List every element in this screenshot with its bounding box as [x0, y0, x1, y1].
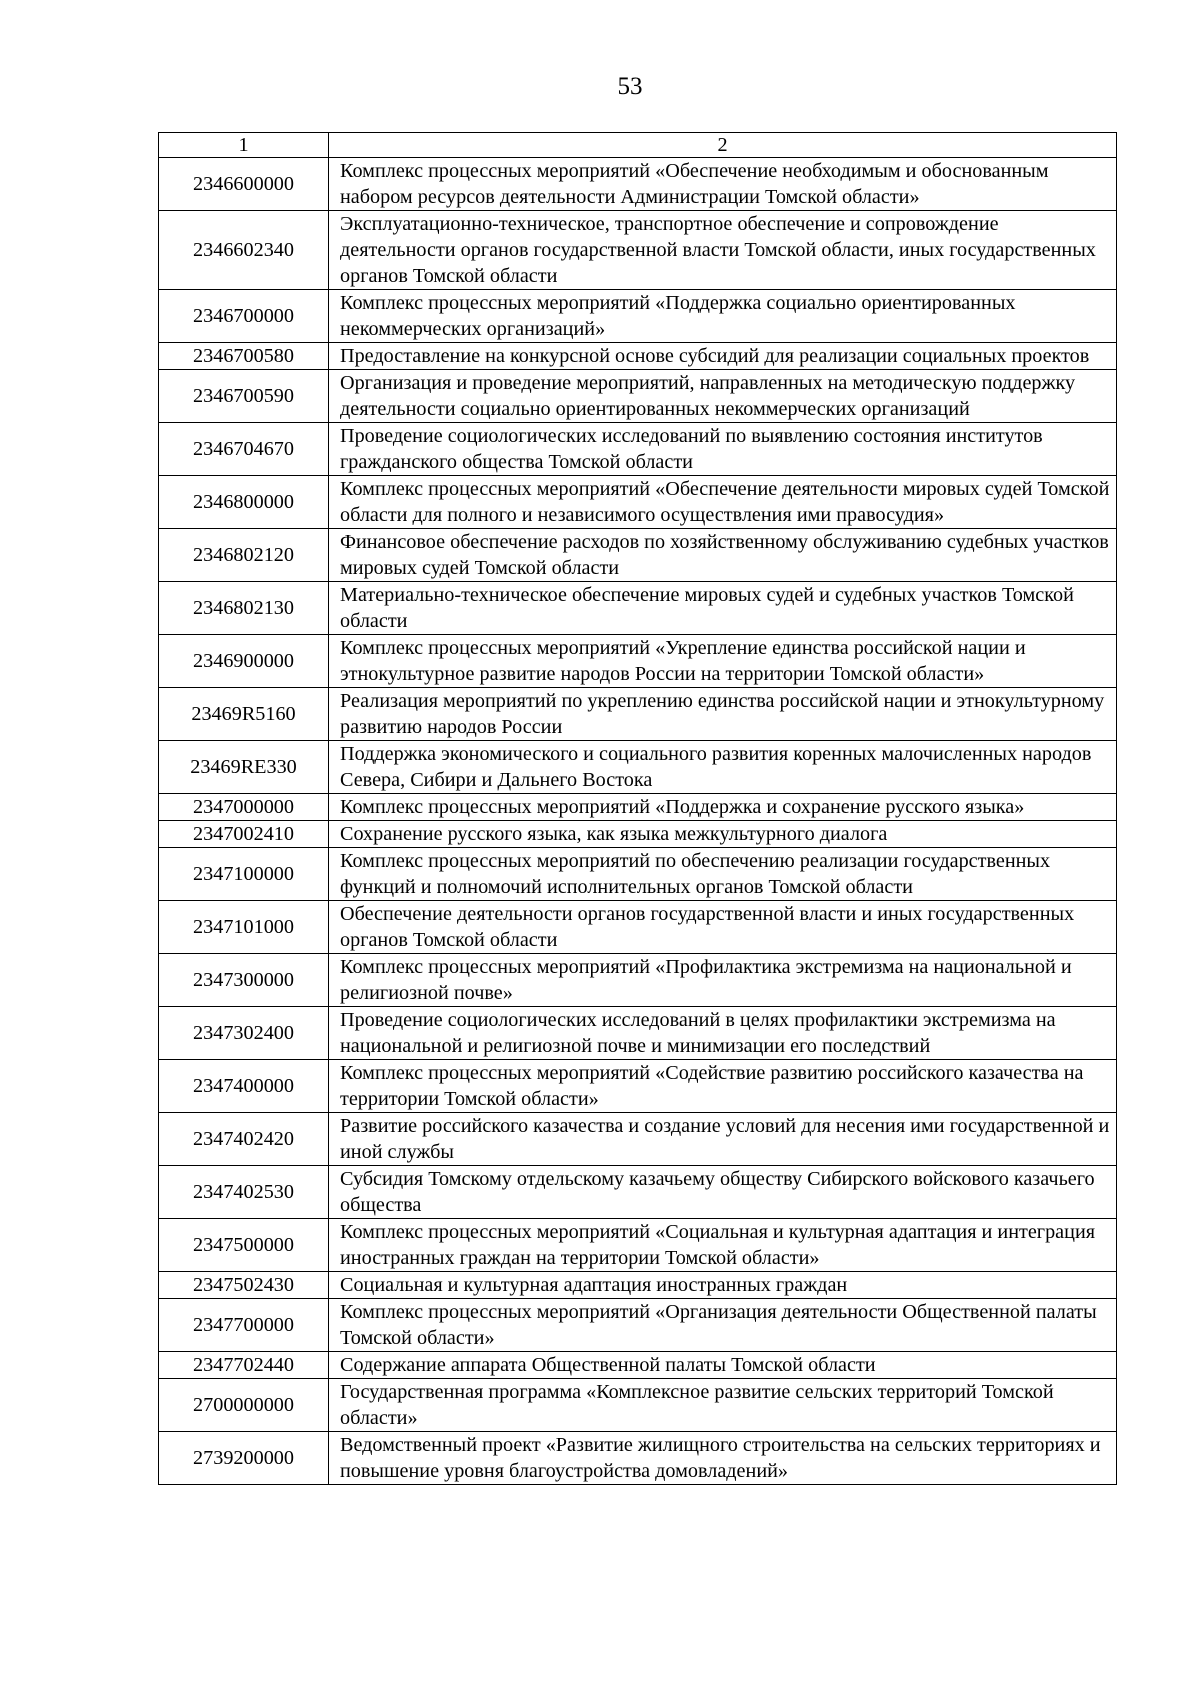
description-cell: Комплекс процессных мероприятий «Обеспечение деятельности мировых судей Томской области для полного и независимого осуществления ими правосудия» [329, 476, 1117, 529]
description-cell: Проведение социологических исследований по выявлению состояния институтов гражданского общества Томской области [329, 423, 1117, 476]
description-cell: Комплекс процессных мероприятий «Укрепление единства российской нации и этнокультурное развитие народов России на территории Томской области» [329, 635, 1117, 688]
code-cell: 2347101000 [159, 901, 329, 954]
table-row [159, 1166, 1117, 1219]
header-col-1: 1 [159, 133, 329, 158]
code-cell: 2347302400 [159, 1007, 329, 1060]
description-cell: Организация и проведение мероприятий, направленных на методическую поддержку деятельности социально ориентированных некоммерческих организаций [329, 370, 1117, 423]
table-row [159, 1007, 1117, 1060]
description-cell: Комплекс процессных мероприятий «Профилактика экстремизма на национальной и религиозной почве» [329, 954, 1117, 1007]
code-cell: 2347500000 [159, 1219, 329, 1272]
code-cell: 2346704670 [159, 423, 329, 476]
table-row [159, 370, 1117, 423]
description-cell: Обеспечение деятельности органов государственной власти и иных государственных органов Томской области [329, 901, 1117, 954]
description-cell: Комплекс процессных мероприятий «Организация деятельности Общественной палаты Томской области» [329, 1299, 1117, 1352]
table-row [159, 582, 1117, 635]
description-cell: Проведение социологических исследований в целях профилактики экстремизма на национальной и религиозной почве и минимизации его последствий [329, 1007, 1117, 1060]
description-cell: Финансовое обеспечение расходов по хозяйственному обслуживанию судебных участков мировых судей Томской области [329, 529, 1117, 582]
description-cell: Комплекс процессных мероприятий «Поддержка социально ориентированных некоммерческих организаций» [329, 290, 1117, 343]
table-row [159, 158, 1117, 211]
description-cell: Комплекс процессных мероприятий «Поддержка и сохранение русского языка» [329, 794, 1117, 821]
table-row [159, 1060, 1117, 1113]
code-cell: 2346602340 [159, 211, 329, 290]
table-row [159, 1219, 1117, 1272]
table-row [159, 290, 1117, 343]
code-cell: 2346802130 [159, 582, 329, 635]
code-cell: 2346700590 [159, 370, 329, 423]
description-cell: Материально-техническое обеспечение мировых судей и судебных участков Томской области [329, 582, 1117, 635]
description-cell: Сохранение русского языка, как языка межкультурного диалога [329, 821, 1117, 848]
table-row [159, 1299, 1117, 1352]
description-cell: Государственная программа «Комплексное развитие сельских территорий Томской области» [329, 1379, 1117, 1432]
description-cell: Субсидия Томскому отдельскому казачьему обществу Сибирского войскового казачьего общества [329, 1166, 1117, 1219]
code-cell: 2346700000 [159, 290, 329, 343]
table-row [159, 1113, 1117, 1166]
code-cell: 2347300000 [159, 954, 329, 1007]
table-row [159, 1272, 1117, 1299]
description-cell: Содержание аппарата Общественной палаты Томской области [329, 1352, 1117, 1379]
table-row [159, 635, 1117, 688]
code-cell: 2347502430 [159, 1272, 329, 1299]
description-cell: Эксплуатационно-техническое, транспортное обеспечение и сопровождение деятельности органов государственной власти Томской области, иных государственных органов Томской области [329, 211, 1117, 290]
code-cell: 2347000000 [159, 794, 329, 821]
table-body [159, 133, 1117, 1485]
table-row [159, 1379, 1117, 1432]
description-cell: Комплекс процессных мероприятий «Обеспечение необходимым и обоснованным набором ресурсов деятельности Администрации Томской области» [329, 158, 1117, 211]
description-cell: Предоставление на конкурсной основе субсидий для реализации социальных проектов [329, 343, 1117, 370]
code-cell: 2700000000 [159, 1379, 329, 1432]
code-cell: 2347402420 [159, 1113, 329, 1166]
page-number: 53 [617, 73, 643, 100]
table-row [159, 901, 1117, 954]
code-cell: 2347702440 [159, 1352, 329, 1379]
code-cell: 23469RE330 [159, 741, 329, 794]
code-cell: 2347402530 [159, 1166, 329, 1219]
description-cell: Реализация мероприятий по укреплению единства российской нации и этнокультурному развитию народов России [329, 688, 1117, 741]
code-cell: 2347700000 [159, 1299, 329, 1352]
table-row [159, 794, 1117, 821]
header-col-2: 2 [329, 133, 1117, 158]
table-row [159, 423, 1117, 476]
code-cell: 23469R5160 [159, 688, 329, 741]
table-header-row [159, 133, 1117, 158]
table-row [159, 741, 1117, 794]
budget-code-table [158, 132, 1117, 1485]
code-cell: 2347400000 [159, 1060, 329, 1113]
table-row [159, 954, 1117, 1007]
table-row [159, 529, 1117, 582]
description-cell: Комплекс процессных мероприятий «Социальная и культурная адаптация и интеграция иностранных граждан на территории Томской области» [329, 1219, 1117, 1272]
table-row [159, 211, 1117, 290]
code-cell: 2346800000 [159, 476, 329, 529]
table-row [159, 821, 1117, 848]
code-cell: 2347100000 [159, 848, 329, 901]
table-row [159, 1432, 1117, 1485]
table-row [159, 848, 1117, 901]
table-row [159, 1352, 1117, 1379]
code-cell: 2346700580 [159, 343, 329, 370]
description-cell: Комплекс процессных мероприятий «Содействие развитию российского казачества на территории Томской области» [329, 1060, 1117, 1113]
table-row [159, 476, 1117, 529]
code-cell: 2346802120 [159, 529, 329, 582]
code-cell: 2347002410 [159, 821, 329, 848]
code-cell: 2739200000 [159, 1432, 329, 1485]
description-cell: Комплекс процессных мероприятий по обеспечению реализации государственных функций и полномочий исполнительных органов Томской области [329, 848, 1117, 901]
table-row [159, 343, 1117, 370]
description-cell: Социальная и культурная адаптация иностранных граждан [329, 1272, 1117, 1299]
description-cell: Развитие российского казачества и создание условий для несения ими государственной и иной службы [329, 1113, 1117, 1166]
description-cell: Поддержка экономического и социального развития коренных малочисленных народов Севера, Сибири и Дальнего Востока [329, 741, 1117, 794]
table-row [159, 688, 1117, 741]
description-cell: Ведомственный проект «Развитие жилищного строительства на сельских территориях и повышение уровня благоустройства домовладений» [329, 1432, 1117, 1485]
code-cell: 2346600000 [159, 158, 329, 211]
code-cell: 2346900000 [159, 635, 329, 688]
